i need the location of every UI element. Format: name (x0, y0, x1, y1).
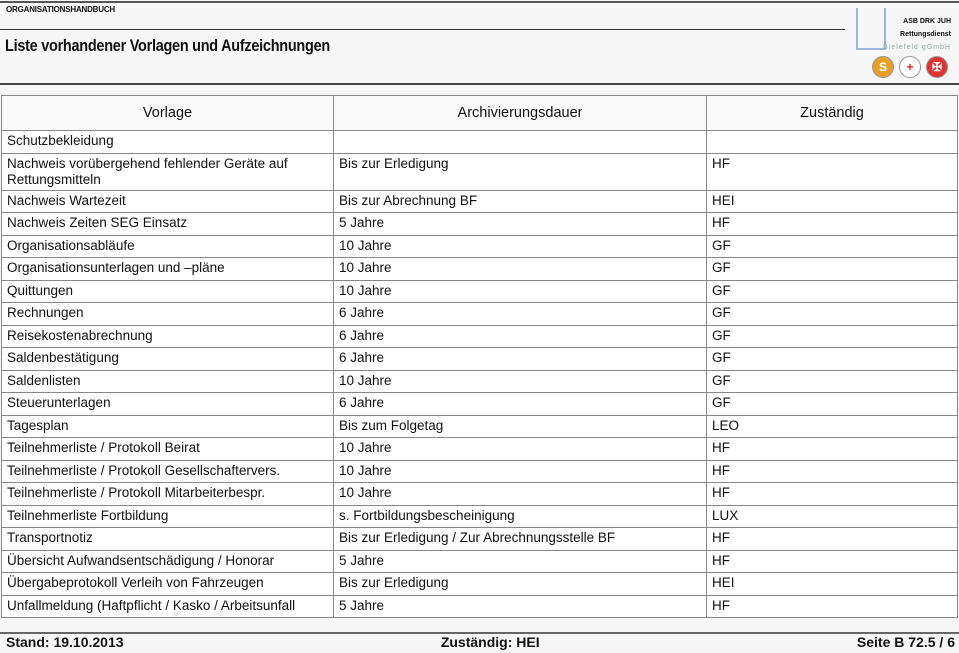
cell-zustaendig: HF (707, 460, 958, 483)
section-label: ORGANISATIONSHANDBUCH (6, 5, 115, 14)
cell-archivierungsdauer: Bis zur Erledigung (334, 573, 707, 596)
cell-vorlage: Unfallmeldung (Haftpflicht / Kasko / Arbeitsunfall (2, 595, 334, 618)
column-header-vorlage: Vorlage (2, 96, 334, 131)
cell-zustaendig: GF (707, 258, 958, 281)
cell-vorlage: Saldenbestätigung (2, 348, 334, 371)
table-row (2, 153, 958, 190)
table-row (2, 325, 958, 348)
table-row (2, 190, 958, 213)
cell-vorlage: Übergabeprotokoll Verleih von Fahrzeugen (2, 573, 334, 596)
table-row (2, 505, 958, 528)
table-row (2, 550, 958, 573)
cell-zustaendig: LEO (707, 415, 958, 438)
footer (6, 634, 955, 650)
table-header-row (2, 96, 958, 131)
cell-vorlage: Transportnotiz (2, 528, 334, 551)
table-row (2, 483, 958, 506)
cell-zustaendig: HF (707, 438, 958, 461)
table-row (2, 528, 958, 551)
footer-zustaendig: Zuständig: HEI (440, 634, 540, 650)
logo-line2: Rettungsdienst (900, 31, 951, 38)
tower-icon (856, 8, 886, 50)
cell-vorlage: Quittungen (2, 280, 334, 303)
cell-vorlage: Rechnungen (2, 303, 334, 326)
cell-vorlage: Organisationsabläufe (2, 235, 334, 258)
cell-zustaendig: HEI (707, 190, 958, 213)
cell-vorlage: Tagesplan (2, 415, 334, 438)
cell-zustaendig: GF (707, 348, 958, 371)
asb-seal-icon: S (872, 56, 894, 78)
table-row (2, 213, 958, 236)
cell-archivierungsdauer: 10 Jahre (334, 483, 707, 506)
cell-archivierungsdauer: 6 Jahre (334, 325, 707, 348)
cell-zustaendig: HF (707, 213, 958, 236)
table-row (2, 393, 958, 416)
cell-zustaendig: HF (707, 153, 958, 190)
cell-archivierungsdauer: 10 Jahre (334, 235, 707, 258)
cell-archivierungsdauer: 5 Jahre (334, 595, 707, 618)
cell-archivierungsdauer (334, 131, 707, 154)
footer-page: Seite B 72.5 / 6 (856, 634, 955, 650)
cell-archivierungsdauer: Bis zur Abrechnung BF (334, 190, 707, 213)
cell-zustaendig: GF (707, 280, 958, 303)
cell-zustaendig: GF (707, 325, 958, 348)
table-row (2, 235, 958, 258)
juh-seal-icon: ✠ (926, 56, 948, 78)
cell-vorlage: Teilnehmerliste / Protokoll Beirat (2, 438, 334, 461)
records-table (1, 95, 958, 618)
cell-archivierungsdauer: Bis zur Erledigung (334, 153, 707, 190)
cell-vorlage: Schutzbekleidung (2, 131, 334, 154)
company-logo (850, 6, 955, 82)
cell-archivierungsdauer: 5 Jahre (334, 550, 707, 573)
cell-vorlage: Teilnehmerliste Fortbildung (2, 505, 334, 528)
logo-line3: Bielefeld gGmbH (883, 44, 951, 51)
column-header-archivierungsdauer: Archivierungsdauer (334, 96, 707, 131)
cell-vorlage: Teilnehmerliste / Protokoll Mitarbeiterbespr. (2, 483, 334, 506)
cell-archivierungsdauer: 10 Jahre (334, 370, 707, 393)
cell-zustaendig: LUX (707, 505, 958, 528)
table-row (2, 460, 958, 483)
page-title: Liste vorhandener Vorlagen und Aufzeichnungen (5, 36, 330, 55)
table-row (2, 303, 958, 326)
cell-zustaendig: HEI (707, 573, 958, 596)
cell-archivierungsdauer: Bis zur Erledigung / Zur Abrechnungsstelle BF (334, 528, 707, 551)
cell-archivierungsdauer: s. Fortbildungsbescheinigung (334, 505, 707, 528)
cell-zustaendig: HF (707, 528, 958, 551)
cell-zustaendig: GF (707, 235, 958, 258)
table-row (2, 280, 958, 303)
table-row (2, 348, 958, 371)
header-bottom-rule (0, 83, 959, 85)
cell-zustaendig: HF (707, 595, 958, 618)
logo-line1: ASB DRK JUH (903, 18, 951, 25)
cell-archivierungsdauer: Bis zum Folgetag (334, 415, 707, 438)
table-row (2, 438, 958, 461)
cell-archivierungsdauer: 5 Jahre (334, 213, 707, 236)
cell-vorlage: Nachweis Wartezeit (2, 190, 334, 213)
cell-archivierungsdauer: 10 Jahre (334, 258, 707, 281)
footer-stand: Stand: 19.10.2013 (6, 634, 124, 650)
cell-zustaendig: HF (707, 550, 958, 573)
cell-archivierungsdauer: 6 Jahre (334, 393, 707, 416)
cell-vorlage: Saldenlisten (2, 370, 334, 393)
cell-zustaendig: GF (707, 393, 958, 416)
cell-archivierungsdauer: 6 Jahre (334, 348, 707, 371)
table-row (2, 370, 958, 393)
header-rule (0, 29, 845, 30)
cell-zustaendig: HF (707, 483, 958, 506)
cell-vorlage: Organisationsunterlagen und –pläne (2, 258, 334, 281)
drk-seal-icon: + (899, 56, 921, 78)
cell-vorlage: Steuerunterlagen (2, 393, 334, 416)
cell-vorlage: Reisekostenabrechnung (2, 325, 334, 348)
table-row (2, 595, 958, 618)
cell-vorlage: Nachweis vorübergehend fehlender Geräte auf Rettungsmitteln (2, 153, 334, 190)
cell-zustaendig: GF (707, 370, 958, 393)
cell-archivierungsdauer: 10 Jahre (334, 460, 707, 483)
cell-archivierungsdauer: 10 Jahre (334, 280, 707, 303)
table-row (2, 258, 958, 281)
column-header-zustaendig: Zuständig (707, 96, 958, 131)
top-rule (0, 1, 959, 3)
cell-vorlage: Übersicht Aufwandsentschädigung / Honorar (2, 550, 334, 573)
cell-zustaendig (707, 131, 958, 154)
table-row (2, 131, 958, 154)
cell-vorlage: Nachweis Zeiten SEG Einsatz (2, 213, 334, 236)
table-row (2, 415, 958, 438)
cell-archivierungsdauer: 10 Jahre (334, 438, 707, 461)
cell-vorlage: Teilnehmerliste / Protokoll Gesellschaftervers. (2, 460, 334, 483)
table-row (2, 573, 958, 596)
cell-archivierungsdauer: 6 Jahre (334, 303, 707, 326)
cell-zustaendig: GF (707, 303, 958, 326)
